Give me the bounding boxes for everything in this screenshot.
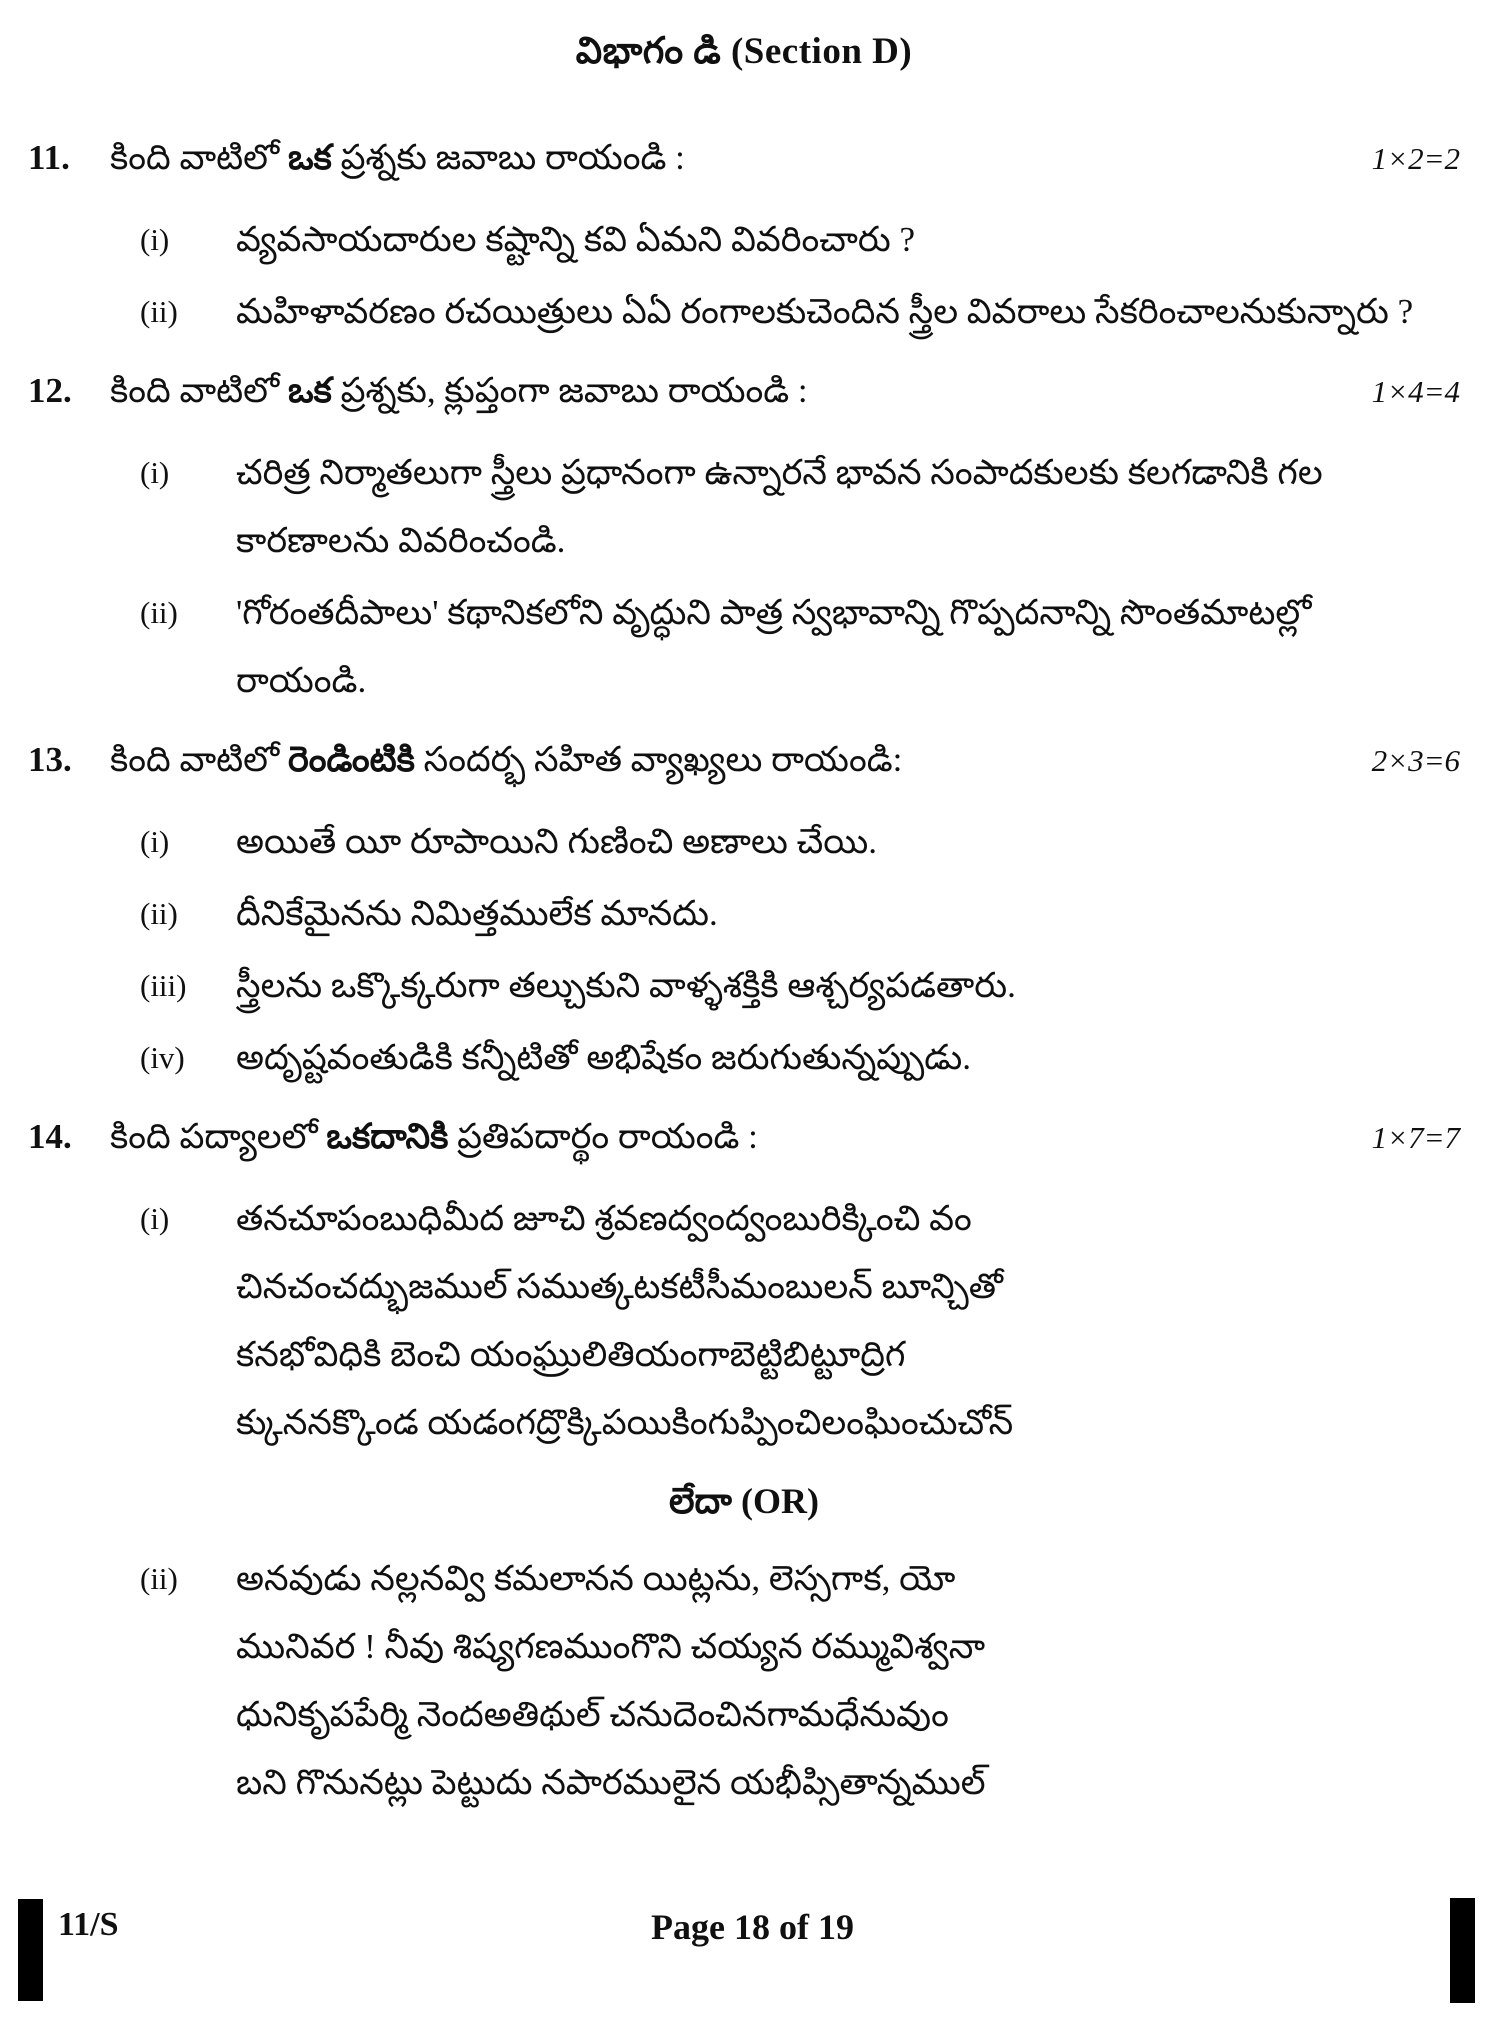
question-12-header xyxy=(28,360,1460,423)
question-12-item-i xyxy=(28,439,1460,575)
right-registration-bar xyxy=(1450,1898,1475,2003)
question-14 xyxy=(28,1106,1460,1817)
poem-line: మునివర ! నీవు శిష్యగణముంగొని చయ్యన రమ్మువిశ్వనా xyxy=(236,1627,986,1666)
poem-line: బని గొనునట్లు పెట్టుదు నపారములైన యభీప్సితాన్నముల్ xyxy=(236,1763,986,1802)
question-text-pre: కింది వాటిలో xyxy=(110,371,288,410)
question-text-bold: ఒకదానికి xyxy=(326,1117,449,1156)
question-text-pre: కింది వాటిలో xyxy=(110,740,288,779)
question-number: 12. xyxy=(28,371,72,410)
question-14-header xyxy=(28,1106,1460,1169)
or-separator: లేదా (OR) xyxy=(669,1481,819,1521)
question-text-pre: కింది పద్యాలలో xyxy=(110,1117,327,1156)
question-13-item-iii xyxy=(28,952,1460,1020)
section-title: విభాగం డి (Section D) xyxy=(575,31,913,72)
item-label: (i) xyxy=(140,824,170,859)
item-text: స్త్రీలను ఒక్కొక్కరుగా తల్చుకుని వాళ్ళశక్తికి ఆశ్చర్యపడతారు. xyxy=(236,966,1016,1005)
question-text-pre: కింది వాటిలో xyxy=(110,138,288,177)
question-13-item-i xyxy=(28,808,1460,876)
question-text xyxy=(110,729,1358,791)
question-13 xyxy=(28,729,1460,1092)
item-text: 'గోరంతదీపాలు' కథానికలోని వృద్ధుని పాత్ర స్వభావాన్ని గొప్పదనాన్ని సొంతమాటల్లో రాయండి. xyxy=(236,593,1312,700)
item-label: (i) xyxy=(140,1201,170,1236)
poem-line: తనచూపంబుధిమీద జూచి శ్రవణద్వంద్వంబురిక్కించి వం xyxy=(236,1199,972,1238)
question-text-bold: ఒక xyxy=(287,138,332,177)
question-14-item-ii xyxy=(28,1545,1460,1817)
item-text: దీనికేమైనను నిమిత్తములేక మానదు. xyxy=(236,894,718,933)
poem xyxy=(236,1185,1460,1457)
item-label: (ii) xyxy=(140,1561,178,1596)
question-text xyxy=(110,1106,1358,1168)
poem xyxy=(236,1545,1460,1817)
question-11-item-i xyxy=(28,206,1460,274)
item-text: అయితే యీ రూపాయిని గుణించి అణాలు చేయి. xyxy=(236,822,877,861)
question-12 xyxy=(28,360,1460,715)
item-label: (iv) xyxy=(140,1040,185,1075)
question-text-post: ప్రతిపదార్థం రాయండి : xyxy=(448,1117,758,1156)
question-14-item-i xyxy=(28,1185,1460,1457)
item-text: వ్యవసాయదారుల కష్టాన్ని కవి ఏమని వివరించారు ? xyxy=(236,220,916,259)
poem-line: అనవుడు నల్లనవ్వి కమలానన యిట్లను, లెస్సగాక, యో xyxy=(236,1559,956,1598)
question-13-item-ii xyxy=(28,880,1460,948)
item-label: (ii) xyxy=(140,896,178,931)
item-label: (ii) xyxy=(140,595,178,630)
marks-label: 1×7=7 xyxy=(1371,1120,1460,1155)
item-label: (i) xyxy=(140,455,170,490)
question-13-item-iv xyxy=(28,1024,1460,1092)
item-text: చరిత్ర నిర్మాతలుగా స్త్రీలు ప్రధానంగా ఉన్నారనే భావన సంపాదకులకు కలగడానికి గల కారణాలను వివరించండి. xyxy=(236,453,1323,560)
question-11-header xyxy=(28,127,1460,190)
marks-label: 2×3=6 xyxy=(1371,743,1460,778)
question-text-post: ప్రశ్నకు జవాబు రాయండి : xyxy=(331,138,685,177)
marks-label: 1×4=4 xyxy=(1371,374,1460,409)
item-text: అదృష్టవంతుడికి కన్నీటితో అభిషేకం జరుగుతున్నప్పుడు. xyxy=(236,1038,972,1077)
poem-line: కనభోవిధికి బెంచి యంఘ్రులితియంగాబెట్టిబిట్టూద్రిగ xyxy=(236,1335,906,1374)
item-text: మహిళావరణం రచయిత్రులు ఏఏ రంగాలకుచెందిన స్త్రీల వివరాలు సేకరించాలనుకున్నారు ? xyxy=(236,292,1414,331)
question-text-post: సందర్భ సహిత వ్యాఖ్యలు రాయండి: xyxy=(414,740,903,779)
poem-line: చినచంచద్భుజముల్ సముత్కటకటీసీమంబులన్ బూన్చితో xyxy=(236,1267,1003,1306)
marks-label: 1×2=2 xyxy=(1371,141,1460,176)
question-11-item-ii xyxy=(28,278,1460,346)
poem-line: క్కుననక్కొండ యడంగద్రొక్కిపయికింగుప్పించిలంఘించుచోన్ xyxy=(236,1403,1014,1442)
question-13-header xyxy=(28,729,1460,792)
question-text-bold: ఒక xyxy=(287,371,332,410)
question-text xyxy=(110,360,1358,422)
question-12-item-ii xyxy=(28,579,1460,715)
question-number: 11. xyxy=(28,138,70,177)
question-11 xyxy=(28,127,1460,346)
question-text-post: ప్రశ్నకు, క్లుప్తంగా జవాబు రాయండి : xyxy=(331,371,808,410)
poem-line: ధునికృపపేర్మి నెందఅతిథుల్ చనుదెంచినగామధేనువుం xyxy=(236,1695,949,1734)
question-text-bold: రెండింటికి xyxy=(287,740,415,779)
question-number: 14. xyxy=(28,1117,72,1156)
paper-code: 11/S xyxy=(58,1906,119,1943)
item-label: (ii) xyxy=(140,294,178,329)
question-text xyxy=(110,127,1358,189)
question-number: 13. xyxy=(28,740,72,779)
item-label: (i) xyxy=(140,222,170,257)
page-number: Page 18 of 19 xyxy=(651,1907,854,1947)
item-label: (iii) xyxy=(140,968,187,1003)
